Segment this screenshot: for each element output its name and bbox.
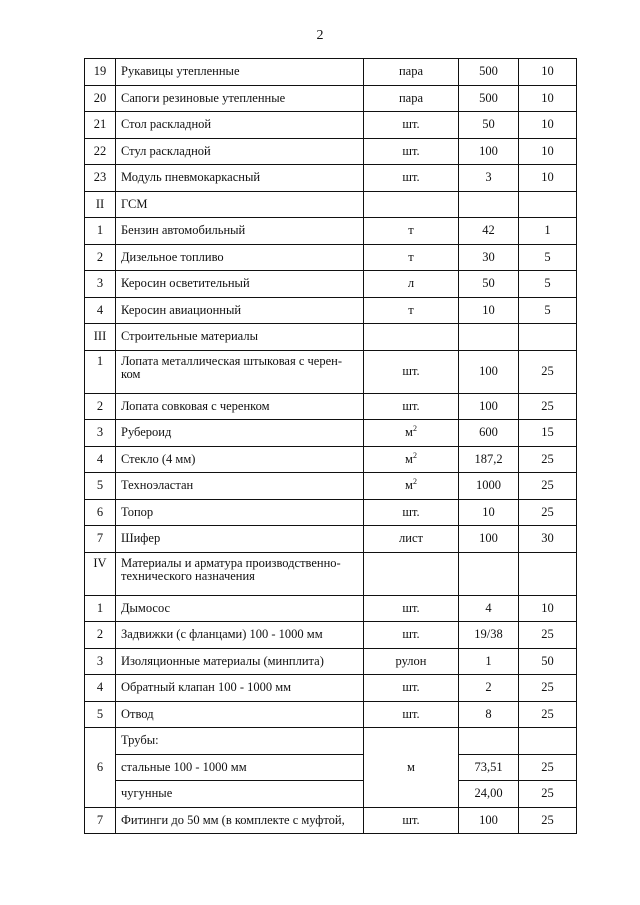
row-name: Фитинги до 50 мм (в комплекте с муфтой, bbox=[116, 807, 364, 834]
row-percent: 10 bbox=[519, 59, 577, 86]
row-quantity: 4 bbox=[459, 595, 519, 622]
row-number: 1 bbox=[85, 350, 116, 393]
table-row bbox=[85, 781, 577, 808]
row-name: ГСМ bbox=[116, 191, 364, 218]
unit-superscript: 2 bbox=[412, 424, 417, 434]
table-row bbox=[85, 552, 577, 595]
row-percent: 25 bbox=[519, 622, 577, 649]
row-name: Сапоги резиновые утепленные bbox=[116, 85, 364, 112]
row-percent bbox=[519, 552, 577, 595]
row-quantity: 50 bbox=[459, 112, 519, 139]
row-name: стальные 100 - 1000 мм bbox=[116, 754, 364, 781]
row-name: Бензин автомобильный bbox=[116, 218, 364, 245]
row-quantity: 19/38 bbox=[459, 622, 519, 649]
row-unit: шт. bbox=[364, 595, 459, 622]
row-unit: шт. bbox=[364, 807, 459, 834]
row-quantity: 1000 bbox=[459, 473, 519, 500]
row-quantity: 100 bbox=[459, 526, 519, 553]
row-number: 1 bbox=[85, 595, 116, 622]
row-name: Отвод bbox=[116, 701, 364, 728]
row-number: 22 bbox=[85, 138, 116, 165]
row-name: Рубероид bbox=[116, 420, 364, 447]
row-quantity: 2 bbox=[459, 675, 519, 702]
row-quantity: 100 bbox=[459, 138, 519, 165]
row-name: чугунные bbox=[116, 781, 364, 808]
row-quantity: 1 bbox=[459, 648, 519, 675]
row-number: IV bbox=[85, 552, 116, 595]
row-unit: л bbox=[364, 271, 459, 298]
row-unit: лист bbox=[364, 526, 459, 553]
table-row bbox=[85, 85, 577, 112]
row-number: 2 bbox=[85, 622, 116, 649]
row-percent: 25 bbox=[519, 675, 577, 702]
row-quantity: 187,2 bbox=[459, 446, 519, 473]
row-unit: м bbox=[364, 728, 459, 808]
table-row bbox=[85, 218, 577, 245]
row-percent: 1 bbox=[519, 218, 577, 245]
row-unit: рулон bbox=[364, 648, 459, 675]
row-percent: 25 bbox=[519, 446, 577, 473]
row-quantity: 10 bbox=[459, 297, 519, 324]
row-quantity: 3 bbox=[459, 165, 519, 192]
row-number: III bbox=[85, 324, 116, 351]
row-unit: шт. bbox=[364, 393, 459, 420]
row-number: 7 bbox=[85, 807, 116, 834]
row-number: 3 bbox=[85, 271, 116, 298]
unit-base: м bbox=[405, 425, 413, 440]
row-name: Материалы и арматура производственно-технического назначения bbox=[116, 552, 364, 595]
table-row bbox=[85, 393, 577, 420]
row-number: 5 bbox=[85, 701, 116, 728]
table-row bbox=[85, 754, 577, 781]
row-number: 6 bbox=[85, 728, 116, 808]
table-row bbox=[85, 271, 577, 298]
row-number: 7 bbox=[85, 526, 116, 553]
row-unit bbox=[364, 420, 459, 447]
row-quantity: 500 bbox=[459, 59, 519, 86]
row-quantity: 600 bbox=[459, 420, 519, 447]
row-number: 21 bbox=[85, 112, 116, 139]
page-number: 2 bbox=[316, 28, 324, 43]
row-number: 4 bbox=[85, 446, 116, 473]
row-percent: 5 bbox=[519, 244, 577, 271]
row-number: 3 bbox=[85, 420, 116, 447]
row-unit bbox=[364, 191, 459, 218]
row-name: Стол раскладной bbox=[116, 112, 364, 139]
row-name: Дымосос bbox=[116, 595, 364, 622]
table-body bbox=[85, 59, 577, 834]
table-row bbox=[85, 446, 577, 473]
row-unit: шт. bbox=[364, 622, 459, 649]
row-name: Лопата металлическая штыковая с черен-ком bbox=[116, 350, 364, 393]
table-row bbox=[85, 59, 577, 86]
table-row bbox=[85, 701, 577, 728]
row-number: II bbox=[85, 191, 116, 218]
row-quantity: 500 bbox=[459, 85, 519, 112]
row-quantity: 24,00 bbox=[459, 781, 519, 808]
row-percent: 10 bbox=[519, 85, 577, 112]
row-unit: шт. bbox=[364, 165, 459, 192]
row-number: 1 bbox=[85, 218, 116, 245]
row-unit: шт. bbox=[364, 701, 459, 728]
row-number: 5 bbox=[85, 473, 116, 500]
row-name: Изоляционные материалы (минплита) bbox=[116, 648, 364, 675]
row-quantity: 8 bbox=[459, 701, 519, 728]
row-quantity: 100 bbox=[459, 807, 519, 834]
row-unit: пара bbox=[364, 85, 459, 112]
row-name: Обратный клапан 100 - 1000 мм bbox=[116, 675, 364, 702]
row-unit bbox=[364, 324, 459, 351]
unit-base: м bbox=[405, 478, 413, 493]
row-unit bbox=[364, 552, 459, 595]
table-row bbox=[85, 350, 577, 393]
row-percent: 10 bbox=[519, 595, 577, 622]
table-row bbox=[85, 138, 577, 165]
table-row bbox=[85, 807, 577, 834]
row-number: 3 bbox=[85, 648, 116, 675]
row-name: Дизельное топливо bbox=[116, 244, 364, 271]
row-name: Керосин осветительный bbox=[116, 271, 364, 298]
row-name: Стул раскладной bbox=[116, 138, 364, 165]
table-row bbox=[85, 191, 577, 218]
row-percent bbox=[519, 728, 577, 755]
row-percent: 5 bbox=[519, 271, 577, 298]
row-name: Строительные материалы bbox=[116, 324, 364, 351]
row-number: 20 bbox=[85, 85, 116, 112]
row-unit: шт. bbox=[364, 138, 459, 165]
row-number: 4 bbox=[85, 675, 116, 702]
row-name: Трубы: bbox=[116, 728, 364, 755]
table-row bbox=[85, 728, 577, 755]
row-quantity bbox=[459, 552, 519, 595]
unit-base: м bbox=[405, 451, 413, 466]
row-number: 4 bbox=[85, 297, 116, 324]
unit-superscript: 2 bbox=[412, 450, 417, 460]
row-name: Стекло (4 мм) bbox=[116, 446, 364, 473]
row-unit bbox=[364, 473, 459, 500]
table-row bbox=[85, 648, 577, 675]
row-name: Техноэластан bbox=[116, 473, 364, 500]
table-row bbox=[85, 324, 577, 351]
row-unit: шт. bbox=[364, 350, 459, 393]
row-number: 6 bbox=[85, 499, 116, 526]
row-quantity bbox=[459, 728, 519, 755]
row-percent: 25 bbox=[519, 350, 577, 393]
row-unit: т bbox=[364, 244, 459, 271]
row-unit: шт. bbox=[364, 499, 459, 526]
row-name: Задвижки (с фланцами) 100 - 1000 мм bbox=[116, 622, 364, 649]
row-percent: 25 bbox=[519, 781, 577, 808]
row-percent: 50 bbox=[519, 648, 577, 675]
row-percent: 10 bbox=[519, 138, 577, 165]
row-name: Лопата совковая с черенком bbox=[116, 393, 364, 420]
row-unit: т bbox=[364, 218, 459, 245]
table-row bbox=[85, 244, 577, 271]
row-percent: 5 bbox=[519, 297, 577, 324]
row-percent bbox=[519, 324, 577, 351]
row-quantity: 42 bbox=[459, 218, 519, 245]
row-quantity: 73,51 bbox=[459, 754, 519, 781]
row-percent: 10 bbox=[519, 165, 577, 192]
row-number: 2 bbox=[85, 244, 116, 271]
table-row bbox=[85, 165, 577, 192]
row-unit: т bbox=[364, 297, 459, 324]
row-name: Модуль пневмокаркасный bbox=[116, 165, 364, 192]
row-percent: 25 bbox=[519, 754, 577, 781]
table-row bbox=[85, 473, 577, 500]
row-quantity: 10 bbox=[459, 499, 519, 526]
row-unit bbox=[364, 446, 459, 473]
row-quantity: 100 bbox=[459, 350, 519, 393]
table-row bbox=[85, 595, 577, 622]
row-percent: 10 bbox=[519, 112, 577, 139]
row-quantity: 100 bbox=[459, 393, 519, 420]
row-percent: 25 bbox=[519, 473, 577, 500]
row-unit: шт. bbox=[364, 675, 459, 702]
row-number: 23 bbox=[85, 165, 116, 192]
row-percent: 25 bbox=[519, 393, 577, 420]
row-quantity: 30 bbox=[459, 244, 519, 271]
supplies-table bbox=[84, 58, 577, 834]
row-number: 2 bbox=[85, 393, 116, 420]
table-row bbox=[85, 675, 577, 702]
row-percent: 15 bbox=[519, 420, 577, 447]
row-unit: шт. bbox=[364, 112, 459, 139]
table-row bbox=[85, 499, 577, 526]
row-percent: 25 bbox=[519, 701, 577, 728]
row-percent bbox=[519, 191, 577, 218]
row-quantity bbox=[459, 324, 519, 351]
row-name: Рукавицы утепленные bbox=[116, 59, 364, 86]
row-percent: 30 bbox=[519, 526, 577, 553]
table-row bbox=[85, 622, 577, 649]
table-row bbox=[85, 526, 577, 553]
row-quantity bbox=[459, 191, 519, 218]
row-unit: пара bbox=[364, 59, 459, 86]
row-name: Шифер bbox=[116, 526, 364, 553]
row-percent: 25 bbox=[519, 807, 577, 834]
unit-superscript: 2 bbox=[412, 477, 417, 487]
row-percent: 25 bbox=[519, 499, 577, 526]
table-row bbox=[85, 297, 577, 324]
row-name: Керосин авиационный bbox=[116, 297, 364, 324]
row-number: 19 bbox=[85, 59, 116, 86]
row-name: Топор bbox=[116, 499, 364, 526]
row-quantity: 50 bbox=[459, 271, 519, 298]
table-row bbox=[85, 112, 577, 139]
table-row bbox=[85, 420, 577, 447]
